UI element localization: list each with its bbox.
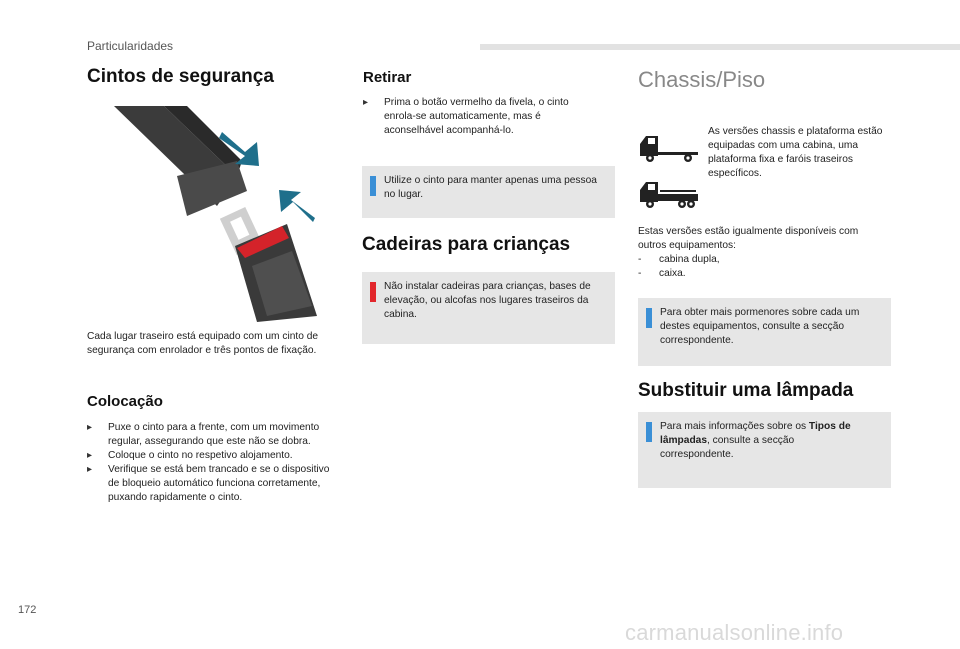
bullet-icon: ▸ — [363, 97, 369, 108]
chassis-title: Chassis/Piso — [638, 67, 766, 92]
bullet-icon: ▸ — [87, 450, 93, 461]
list-item: ▸ Puxe o cinto para a frente, com um movimento regular, assegurando que este não se dobra. — [87, 422, 320, 447]
colocacao-title: Colocação — [87, 393, 163, 410]
platform-truck-icon — [638, 176, 702, 210]
seatbelt-image — [87, 106, 335, 322]
list-item: - cabina dupla, — [638, 254, 720, 265]
list-item: ▸ Coloque o cinto no respetivo alojamento. — [87, 450, 293, 461]
chassis-intro: As versões chassis e plataforma estão equipadas com uma cabina, uma plataforma fixa e faróis traseiros específicos. — [708, 126, 883, 179]
bullet-icon: ▸ — [87, 422, 93, 433]
lamp-info-text: Para mais informações sobre os Tipos de lâmpadas, consulte a secção correspondente. — [660, 421, 851, 460]
seatbelts-title: Cintos de segurança — [87, 66, 274, 87]
info-icon — [646, 308, 652, 328]
lampada-title: Substituir uma lâmpada — [638, 380, 854, 401]
colocacao-list — [87, 421, 337, 505]
watermark: carmanualsonline.info — [625, 620, 844, 645]
bullet-icon: ▸ — [87, 464, 93, 475]
info-box-lamps — [638, 412, 891, 488]
lamp-types-link: Tipos de lâmpadas — [660, 421, 851, 446]
header-bar — [480, 44, 960, 50]
retirar-list — [363, 96, 593, 138]
chassis-options-list — [638, 253, 888, 281]
info-icon — [646, 422, 652, 442]
list-item: ▸ Verifique se está bem trancado e se o dispositivo de bloqueio automático funciona corretamente, puxando rapidamente o cinto. — [87, 464, 330, 503]
cadeiras-title: Cadeiras para crianças — [362, 234, 571, 255]
list-item: ▸ Prima o botão vermelho da fivela, o cinto enrola-se automaticamente, mas é aconselhável acompanhá-lo. — [363, 97, 569, 136]
header-section-label: Particularidades — [87, 39, 174, 53]
chassis-cab-truck-icon — [638, 130, 702, 164]
seatbelt-illustration — [87, 106, 335, 322]
page-number: 172 — [18, 604, 37, 616]
info-icon — [370, 176, 376, 196]
info-box-single-person: Utilize o cinto para manter apenas uma pessoa no lugar. — [362, 166, 615, 218]
chassis-also: Estas versões estão igualmente disponíveis com outros equipamentos: — [638, 226, 859, 251]
retirar-title: Retirar — [363, 69, 412, 86]
info-box-equipment: Para obter mais pormenores sobre cada um destes equipamentos, consulte a secção correspondente. — [638, 298, 891, 366]
warning-box-child-seats: Não instalar cadeiras para crianças, bases de elevação, ou alcofas nos lugares traseiros da cabina. — [362, 272, 615, 344]
list-item: - caixa. — [638, 268, 686, 279]
seatbelt-caption: Cada lugar traseiro está equipado com um cinto de segurança com enrolador e três pontos de fixação. — [87, 331, 319, 356]
warning-icon — [370, 282, 376, 302]
